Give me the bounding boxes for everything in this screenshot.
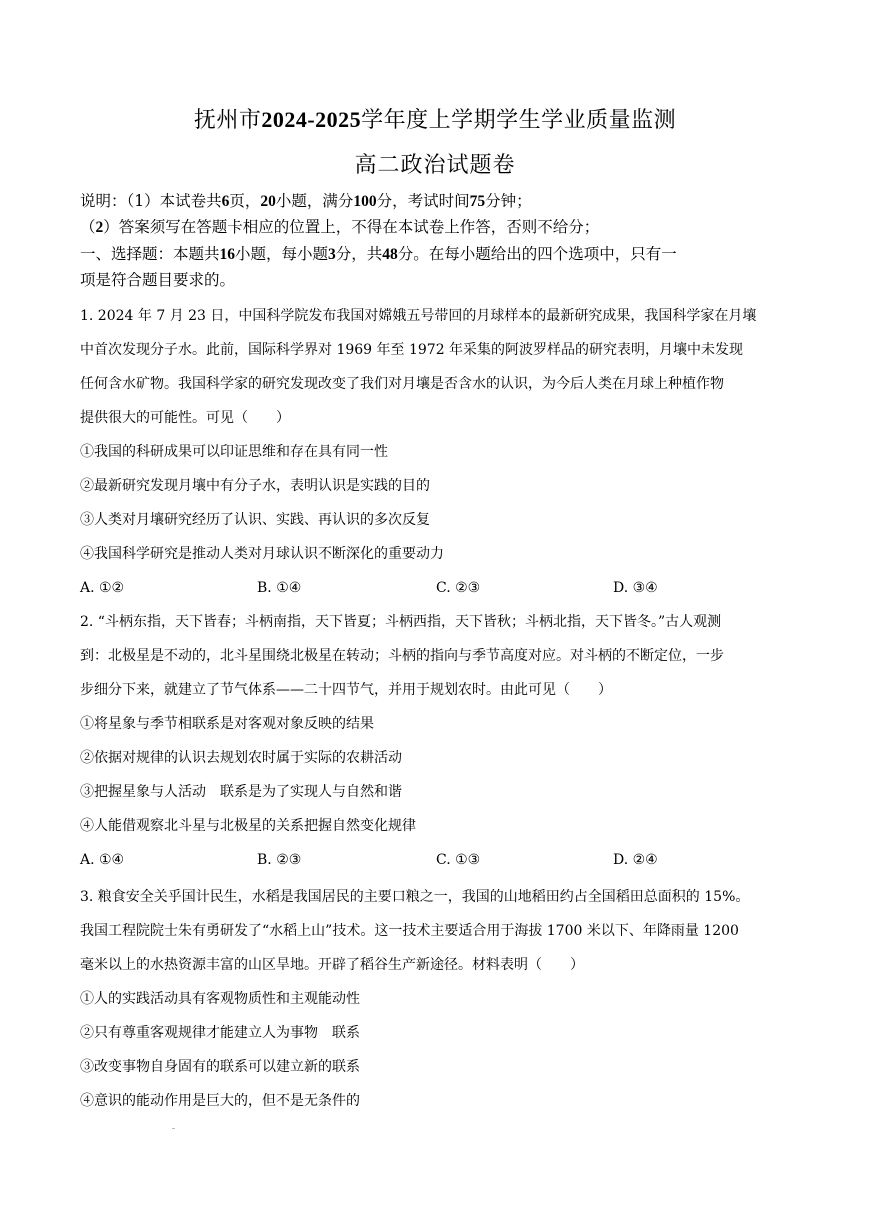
option-a: A. ①④ [80,852,125,868]
section-instructions-cont: 项是符合题目要求的。 [80,271,236,289]
question-2-stem: 步细分下来，就建立了节气体系——二十四节气，并用于规划农时。由此可见（ ） [80,682,612,698]
exam-title [0,104,870,137]
title-city: 抚州市 [193,108,262,133]
section-instructions: 一、选择题：本题共16小题，每小题3分，共48分。在每小题给出的四个选项中，只有一 [80,245,677,263]
question-2-options [80,849,800,871]
question-2-item: ④人能借观察北斗星与北极星的关系把握自然变化规律 [80,818,416,834]
question-2-item: ③把握星象与人活动 联系是为了实现人与自然和谐 [80,784,402,800]
page-mark [172,1128,175,1129]
question-1-item: ①我国的科研成果可以印证思维和存在具有同一性 [80,444,388,460]
exam-subtitle: 高二政治试题卷 [354,153,516,178]
option-c: C. ①③ [436,852,481,868]
option-d: D. ③④ [613,580,658,596]
question-1-item: ④我国科学研究是推动人类对月球认识不断深化的重要动力 [80,546,444,562]
question-3-stem: 毫米以上的水热资源丰富的山区旱地。开辟了稻谷生产新途径。材料表明（ ） [80,957,584,973]
question-1-options [80,577,800,599]
question-3-item: ①人的实践活动具有客观物质性和主观能动性 [80,991,360,1007]
option-b: B. ②③ [257,852,302,868]
question-3-stem: 3. 粮食安全关乎国计民生，水稻是我国居民的主要口粮之一，我国的山地稻田约占全国稻田总面积的 15%。 [80,889,750,905]
option-d: D. ②④ [613,852,658,868]
question-2-item: ②依据对规律的认识去规划农时属于实际的农耕活动 [80,750,402,766]
question-1-stem: 任何含水矿物。我国科学家的研究发现改变了我们对月壤是否含水的认识，为今后人类在月球上种植作物 [80,376,724,392]
question-1-stem: 提供很大的可能性。可见（ ） [80,410,290,426]
exam-note-2: （2）答案须写在答题卡相应的位置上，不得在本试卷上作答，否则不给分； [80,218,600,236]
question-2-stem: 2. “斗柄东指，天下皆春；斗柄南指，天下皆夏；斗柄西指，天下皆秋；斗柄北指，天下皆冬。”古人观测 [80,614,722,630]
question-1-stem: 中首次发现分子水。此前，国际科学界对 1969 年至 1972 年采集的阿波罗样品的研究表明，月壤中未发现 [80,342,744,358]
option-c: C. ②③ [436,580,481,596]
question-1-item: ③人类对月壤研究经历了认识、实践、再认识的多次反复 [80,512,430,528]
title-rest: 学年度上学期学生学业质量监测 [361,108,677,133]
exam-note-1: 说明：（1）本试卷共6页，20小题，满分100分，考试时间75分钟； [80,192,532,210]
question-2-stem: 到：北极星是不动的，北斗星围绕北极星在转动；斗柄的指向与季节高度对应。对斗柄的不断定位，一步 [80,648,724,664]
question-3-item: ②只有尊重客观规律才能建立人为事物 联系 [80,1025,360,1041]
question-3-item: ④意识的能动作用是巨大的，但不是无条件的 [80,1093,360,1109]
question-3-stem: 我国工程院院士朱有勇研发了“水稻上山”技术。这一技术主要适合用于海拔 1700 米以下、年降雨量 1200 [80,923,739,939]
question-2-item: ①将星象与季节相联系是对客观对象反映的结果 [80,716,374,732]
option-a: A. ①② [80,580,125,596]
question-3-item: ③改变事物自身固有的联系可以建立新的联系 [80,1059,360,1075]
question-1-item: ②最新研究发现月壤中有分子水，表明认识是实践的目的 [80,478,430,494]
option-b: B. ①④ [257,580,302,596]
question-1-stem: 1. 2024 年 7 月 23 日，中国科学院发布我国对嫦娥五号带回的月球样本的最新研究成果，我国科学家在月壤 [80,308,757,324]
title-years: 2024-2025 [261,107,362,132]
